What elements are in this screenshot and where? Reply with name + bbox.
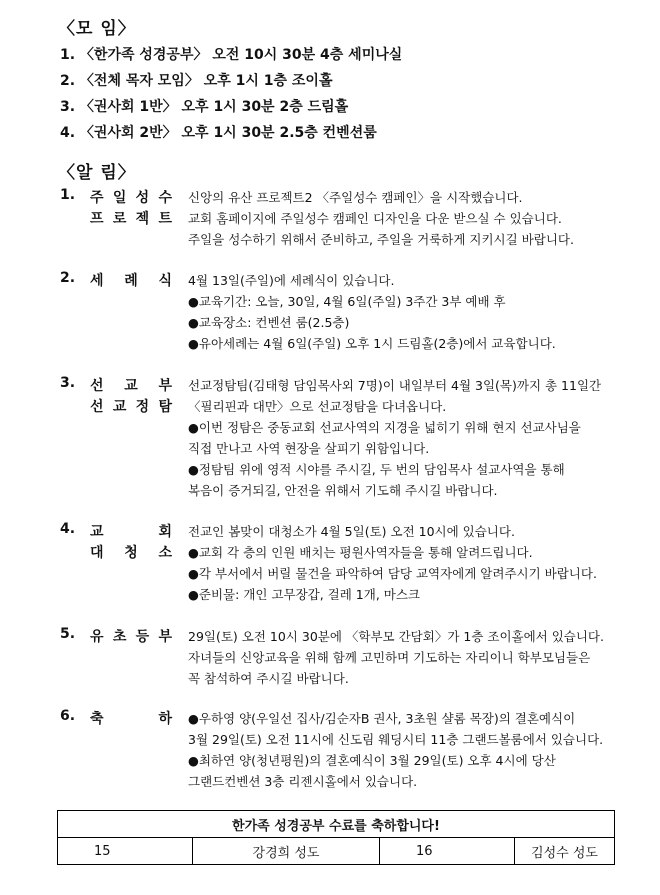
announcement-line: ●이번 정탐은 중동교회 선교사역의 지경을 넓히기 위해 현지 선교사님을 <box>188 420 581 435</box>
announcement-line: ●교회 각 층의 인원 배치는 평원사역자들을 통해 알려드립니다. <box>188 545 533 560</box>
announcement-line: 신앙의 유산 프로젝트2 〈주일성수 캠페인〉을 시작했습니다. <box>188 190 523 205</box>
congrats-table <box>57 810 615 865</box>
announcement-line: 직접 만나고 사역 현장을 살피기 위함입니다. <box>188 441 430 456</box>
announcement-title-line: 선 교 부 <box>90 378 172 394</box>
announcement-line: 29일(토) 오전 10시 30분에 〈학부모 간담회〉가 1층 조이홀에서 있습니다. <box>188 629 604 644</box>
announcement-title-line: 주 일 성 수 <box>90 190 172 206</box>
announcement-line: 3월 29일(토) 오전 11시에 신도림 웨딩시티 11층 그랜드볼룸에서 있습니다. <box>188 732 604 747</box>
announcement-title-line: 유 초 등 부 <box>90 629 172 645</box>
announcement-number: 4. <box>60 521 76 537</box>
announcement-title-line: 선 교 정 탐 <box>90 399 172 415</box>
announcement-number: 1. <box>60 187 76 203</box>
announcement-line: ●우하영 양(우일선 집사/김순자B 권사, 3초원 샬롬 목장)의 결혼예식이 <box>188 711 576 726</box>
meeting-item: 1. 〈한가족 성경공부〉 오전 10시 30분 4층 세미나실 <box>60 47 403 63</box>
announcement-line: ●유아세례는 4월 6일(주일) 오후 1시 드림홀(2층)에서 교육합니다. <box>188 336 556 351</box>
announcement-line: ●준비물: 개인 고무장갑, 걸레 1개, 마스크 <box>188 587 421 602</box>
meetings-heading: 〈모 임〉 <box>58 19 136 39</box>
graduate-number: 15 <box>58 838 193 865</box>
meeting-item: 2. 〈전체 목자 모임〉 오후 1시 1층 조이홀 <box>60 73 333 89</box>
graduate-name: 김성수 성도 <box>515 838 615 865</box>
announcement-line: 전교인 봄맞이 대청소가 4월 5일(토) 오전 10시에 있습니다. <box>188 524 515 539</box>
announcement-line: 〈필리핀과 대만〉으로 선교정탐을 다녀옵니다. <box>188 399 447 414</box>
announcement-line: 선교정탐팀(김태형 담임목사외 7명)이 내일부터 4월 3일(목)까지 총 11일간 <box>188 378 602 393</box>
graduate-name: 강경희 성도 <box>193 838 380 865</box>
announcement-title-line: 프 로 젝 트 <box>90 211 172 227</box>
announcement-line: ●교육기간: 오늘, 30일, 4월 6일(주일) 3주간 3부 예배 후 <box>188 294 506 309</box>
announcement-line: 그랜드컨벤션 3층 리젠시홀에서 있습니다. <box>188 774 418 789</box>
announcement-line: 자녀들의 신앙교육을 위해 함께 고민하며 기도하는 자리이니 학부모님들은 <box>188 650 591 665</box>
announcement-title-line: 세 례 식 <box>90 273 172 289</box>
announcement-line: 교회 홈페이지에 주일성수 캠페인 디자인을 다운 받으실 수 있습니다. <box>188 211 562 226</box>
announcement-line: 주일을 성수하기 위해서 준비하고, 주일을 거룩하게 지키시길 바랍니다. <box>188 232 574 247</box>
announcement-number: 5. <box>60 626 76 642</box>
announcement-line: ●정탐팀 위에 영적 시야를 주시길, 두 번의 담임목사 설교사역을 통해 <box>188 462 565 477</box>
graduate-number: 16 <box>380 838 515 865</box>
announcement-number: 2. <box>60 270 76 286</box>
announcement-number: 6. <box>60 708 76 724</box>
announcement-line: ●교육장소: 컨벤션 룸(2.5층) <box>188 315 350 330</box>
announcement-line: ●각 부서에서 버릴 물건을 파악하여 담당 교역자에게 알려주시기 바랍니다. <box>188 566 597 581</box>
announcement-number: 3. <box>60 375 76 391</box>
announcement-line: 4월 13일(주일)에 세례식이 있습니다. <box>188 273 395 288</box>
announcement-line: 꼭 참석하여 주시길 바랍니다. <box>188 671 349 686</box>
congrats-heading: 한가족 성경공부 수료를 축하합니다! <box>58 811 615 838</box>
meeting-item: 4. 〈권사회 2반〉 오후 1시 30분 2.5층 컨벤션룸 <box>60 125 377 141</box>
announcement-line: 복음이 증거되길, 안전을 위해서 기도해 주시길 바랍니다. <box>188 483 498 498</box>
meeting-item: 3. 〈권사회 1반〉 오후 1시 30분 2층 드림홀 <box>60 99 349 115</box>
announcements-heading: 〈알 림〉 <box>58 163 136 183</box>
announcement-line: ●최하연 양(청년평원)의 결혼예식이 3월 29일(토) 오후 4시에 당산 <box>188 753 556 768</box>
announcement-title-line: 대 청 소 <box>90 545 172 561</box>
announcement-title-line: 교 회 <box>90 524 172 540</box>
announcement-title-line: 축 하 <box>90 711 172 727</box>
